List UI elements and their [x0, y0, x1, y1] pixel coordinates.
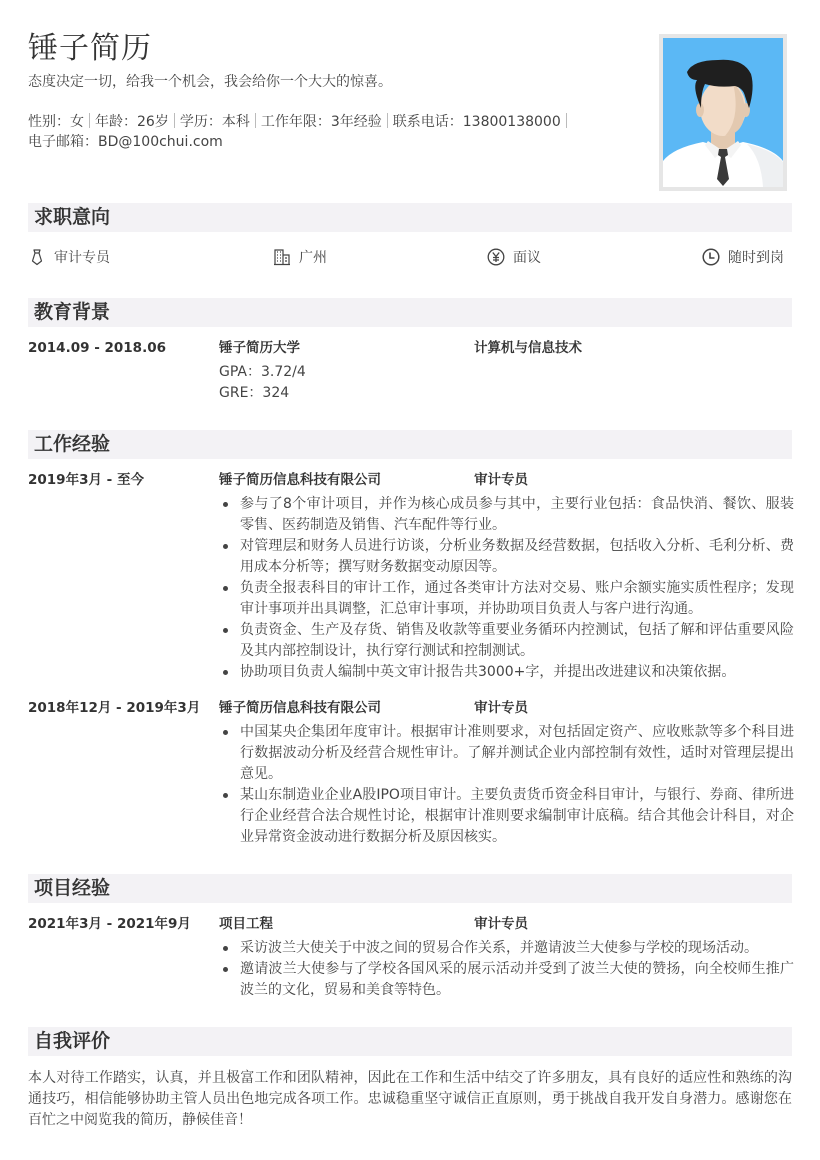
section-title: 教育背景 [34, 301, 111, 323]
avatar-photo [659, 34, 787, 191]
work-date: 2019年3月 - 至今 [28, 472, 144, 488]
work-role: 审计专员 [474, 700, 528, 716]
resume-motto: 态度决定一切，给我一个机会，我会给你一个大大的惊喜。 [28, 74, 392, 90]
self-evaluation-text: 本人对待工作踏实，认真，并且极富工作和团队精神，因此在工作和生活中结交了许多朋友，具有良好的适应性和熟练的沟通技巧，相信能够协助主管人员出色地完成各项工作。忠诚稳重坚守诚信正直原则，勇于挑战自我开发自身潜力。感谢您在百忙之中阅览我的简历，静候佳音！ [28, 1070, 792, 1128]
section-title: 求职意向 [34, 206, 111, 228]
education-gre: GRE：324 [219, 385, 290, 401]
info-age: 年龄：26岁 [95, 114, 169, 130]
divider [566, 113, 567, 128]
list-item: 参与了8个审计项目，并作为核心成员参与其中，主要行业包括：食品快消、餐饮、服装零售、医药制造及销售、汽车配件等行业。 [219, 494, 794, 536]
section-header-projects [28, 874, 792, 903]
info-email: 电子邮箱：BD@100chui.com [28, 134, 223, 150]
project-bullets [219, 938, 794, 1001]
section-header-education [28, 298, 792, 327]
clock-icon [702, 248, 720, 266]
intent-city [273, 246, 327, 268]
section-title: 自我评价 [34, 1030, 111, 1052]
tie-icon [28, 248, 46, 266]
project-role: 审计专员 [474, 916, 528, 932]
list-item: 协助项目负责人编制中英文审计报告共3000+字，并提出改进建议和决策依据。 [219, 662, 794, 683]
intent-label: 面议 [513, 250, 541, 266]
resume-name: 锤子简历 [28, 31, 152, 66]
intent-label: 广州 [299, 250, 327, 266]
divider [89, 113, 90, 128]
work-company: 锤子简历信息科技有限公司 [219, 472, 381, 488]
section-header-work [28, 430, 792, 459]
section-title: 项目经验 [34, 877, 111, 899]
project-date: 2021年3月 - 2021年9月 [28, 916, 191, 932]
education-gpa: GPA：3.72/4 [219, 364, 306, 380]
intent-position [28, 246, 110, 268]
list-item: 某山东制造业企业A股IPO项目审计。主要负责货币资金科目审计，与银行、券商、律所进行企业经营合法合规性讨论，根据审计准则要求编制审计底稿。结合其他会计科目，对企业异常资金波动进行数据分析及原因核实。 [219, 785, 794, 848]
intent-label: 随时到岗 [728, 250, 784, 266]
building-icon [273, 248, 291, 266]
list-item: 中国某央企集团年度审计。根据审计准则要求，对包括固定资产、应收账款等多个科目进行数据波动分析及经营合规性审计。了解并测试企业内部控制有效性，适时对管理层提出意见。 [219, 722, 794, 785]
list-item: 采访波兰大使关于中波之间的贸易合作关系，并邀请波兰大使参与学校的现场活动。 [219, 938, 794, 959]
personal-info-line-1 [28, 112, 572, 132]
info-gender: 性别：女 [28, 114, 84, 130]
education-school: 锤子简历大学 [219, 340, 300, 356]
yen-icon [487, 248, 505, 266]
work-date: 2018年12月 - 2019年3月 [28, 700, 201, 716]
divider [387, 113, 388, 128]
info-work-years: 工作年限：3年经验 [260, 114, 382, 130]
intent-salary [487, 246, 541, 268]
intent-label: 审计专员 [54, 250, 110, 266]
divider [174, 113, 175, 128]
avatar-illustration-icon [663, 38, 783, 187]
list-item: 对管理层和财务人员进行访谈，分析业务数据及经营数据，包括收入分析、毛利分析、费用成本分析等；撰写财务数据变动原因等。 [219, 536, 794, 578]
section-header-intent [28, 203, 792, 232]
education-date: 2014.09 - 2018.06 [28, 340, 166, 356]
education-major: 计算机与信息技术 [474, 340, 582, 356]
work-bullets [219, 494, 794, 683]
personal-info-line-2 [28, 132, 223, 152]
divider [255, 113, 256, 128]
list-item: 邀请波兰大使参与了学校各国风采的展示活动并受到了波兰大使的赞扬，向全校师生推广波兰的文化，贸易和美食等特色。 [219, 959, 794, 1001]
work-bullets [219, 722, 794, 848]
list-item: 负责资金、生产及存货、销售及收款等重要业务循环内控测试，包括了解和评估重要风险及其内部控制设计，执行穿行测试和控制测试。 [219, 620, 794, 662]
work-role: 审计专员 [474, 472, 528, 488]
list-item: 负责全报表科目的审计工作，通过各类审计方法对交易、账户余额实施实质性程序；发现审计事项并出具调整，汇总审计事项，并协助项目负责人与客户进行沟通。 [219, 578, 794, 620]
work-company: 锤子简历信息科技有限公司 [219, 700, 381, 716]
section-title: 工作经验 [34, 433, 111, 455]
project-name: 项目工程 [219, 916, 273, 932]
intent-availability [702, 246, 784, 268]
info-phone: 联系电话：13800138000 [392, 114, 561, 130]
section-header-self-eval [28, 1027, 792, 1056]
info-education: 学历：本科 [179, 114, 250, 130]
